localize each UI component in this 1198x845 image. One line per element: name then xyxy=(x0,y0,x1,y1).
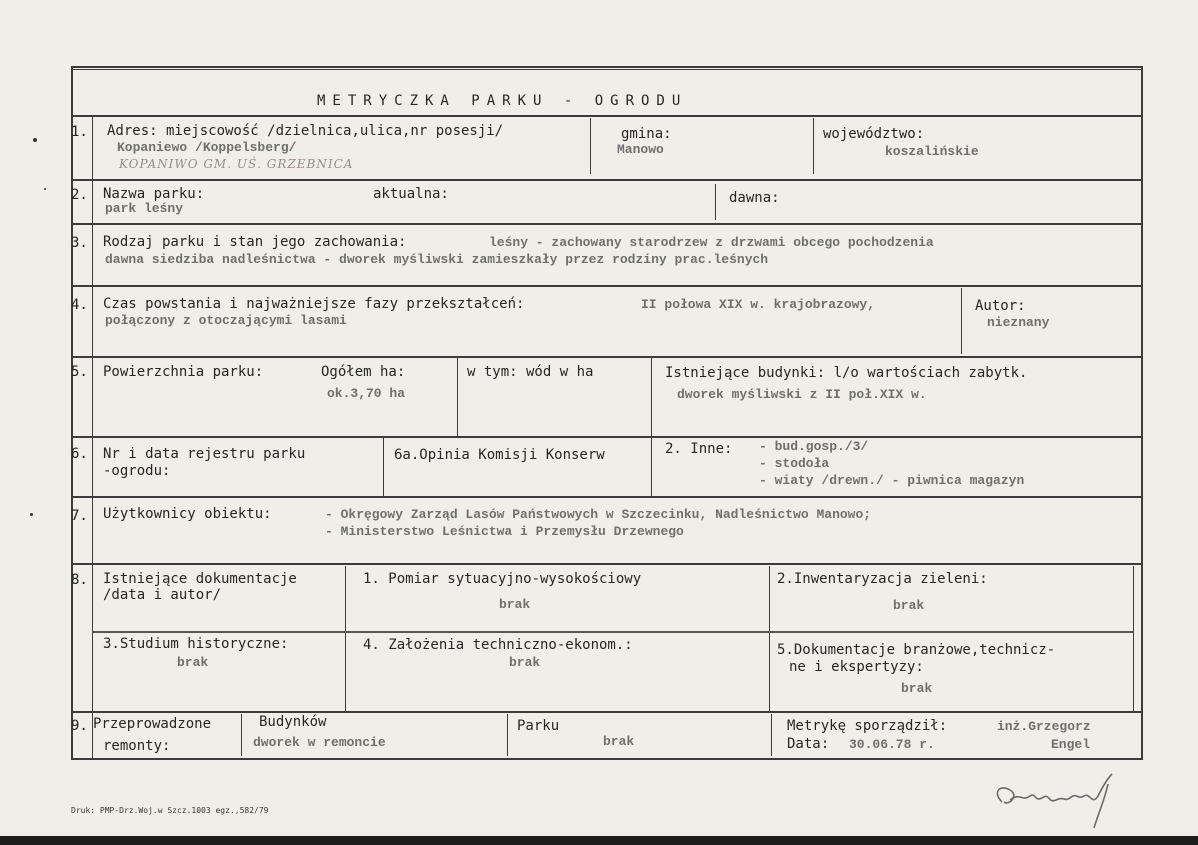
repairs-label: Przeprowadzone xyxy=(93,716,212,732)
number-column-line xyxy=(92,116,93,760)
row-separator xyxy=(71,223,1143,225)
prepared-by-label: Metrykę sporządził: xyxy=(787,718,948,734)
row-separator xyxy=(71,179,1143,181)
total-area-value: ok.3,70 ha xyxy=(327,386,406,401)
address-value: Kopaniewo /Koppelsberg/ xyxy=(117,140,297,155)
other-buildings-label: 2. Inne: xyxy=(665,441,733,457)
users-label: Użytkownicy obiektu: xyxy=(103,506,272,522)
frame-top-inner xyxy=(71,69,1143,70)
branch-docs-label-line2: ne i ekspertyzy: xyxy=(789,659,924,675)
park-repairs-value: brak xyxy=(603,734,635,749)
frame-left xyxy=(71,66,73,760)
former-name-label: dawna: xyxy=(729,190,780,206)
water-area-label: w tym: wód w ha xyxy=(467,364,594,380)
row-number: 8. xyxy=(71,572,88,588)
row-separator xyxy=(71,711,1143,713)
title-separator xyxy=(71,115,1143,117)
row-number: 6. xyxy=(71,446,88,462)
park-record-form xyxy=(71,66,1143,760)
history-value: II połowa XIX w. krajobrazowy, xyxy=(641,297,876,312)
history-label: Czas powstania i najważniejsze fazy przekształceń: xyxy=(103,296,525,312)
row-number: 3. xyxy=(71,235,88,251)
gmina-label: gmina: xyxy=(621,126,672,142)
row-separator xyxy=(71,436,1143,438)
paper-spot xyxy=(33,138,37,142)
row-number: 7. xyxy=(71,508,88,524)
history-value-line2: połączony z otoczającymi lasami xyxy=(105,313,347,328)
divider xyxy=(241,714,242,756)
users-value-line2: - Ministerstwo Leśnictwa i Przemysłu Drzewnego xyxy=(325,524,684,539)
users-value: - Okręgowy Zarząd Lasów Państwowych w Szczecinku, Nadleśnictwo Manowo; xyxy=(325,507,872,522)
print-note: Druk: PMP-Drz.Woj.w Szcz.1003 egz.,582/79 xyxy=(71,806,269,815)
form-title: METRYCZKA PARKU - OGRODU xyxy=(317,93,688,109)
address-handwritten-note: KOPANIWO GM. UŚ. GRZEBNICA xyxy=(119,157,354,171)
park-type-label: Rodzaj parku i stan jego zachowania: xyxy=(103,234,407,250)
divider xyxy=(715,184,716,220)
current-name-label: aktualna: xyxy=(373,186,449,202)
park-type-value-line2: dawna siedziba nadleśnictwa - dworek myśliwski zamieszkały przez rodziny prac.leśnych xyxy=(105,252,769,267)
divider xyxy=(961,288,962,354)
row-number: 4. xyxy=(71,297,88,313)
author-value: nieznany xyxy=(987,315,1050,330)
divider xyxy=(457,358,458,436)
divider xyxy=(507,714,508,756)
park-type-value: leśny - zachowany starodrzew z drzwami obcego pochodzenia xyxy=(489,235,934,250)
divider xyxy=(651,358,652,436)
divider xyxy=(651,438,652,496)
technical-economic-label: 4. Założenia techniczno-ekonom.: xyxy=(363,637,633,653)
existing-docs-label-line2: /data i autor/ xyxy=(103,587,222,603)
historical-study-label: 3.Studium historyczne: xyxy=(103,636,289,652)
survey-label: 1. Pomiar sytuacyjno-wysokościowy xyxy=(363,571,642,587)
greenery-inventory-value: brak xyxy=(893,598,925,613)
row-separator xyxy=(71,356,1143,358)
row-number: 1. xyxy=(71,124,88,140)
divider xyxy=(590,118,591,174)
row-separator xyxy=(71,563,1143,565)
register-label-line2: -ogrodu: xyxy=(103,463,171,479)
park-repairs-label: Parku xyxy=(517,718,560,734)
other-buildings-value-line3: - wiaty /drewn./ - piwnica magazyn xyxy=(759,473,1025,488)
existing-docs-label: Istniejące dokumentacje xyxy=(103,571,297,587)
divider xyxy=(769,566,770,712)
prepared-by-value: inż.Grzegorz xyxy=(997,719,1091,734)
address-label: Adres: miejscowość /dzielnica,ulica,nr posesji/ xyxy=(107,123,504,139)
conservation-opinion-label: 6a.Opinia Komisji Konserw xyxy=(394,447,605,463)
park-name-value: park leśny xyxy=(105,201,184,216)
branch-docs-label: 5.Dokumentacje branżowe,technicz- xyxy=(777,642,1056,658)
area-label: Powierzchnia parku: xyxy=(103,364,264,380)
row-inner-separator xyxy=(92,631,1134,633)
gmina-value: Manowo xyxy=(617,142,664,157)
building-repairs-value: dworek w remoncie xyxy=(253,735,386,750)
branch-docs-value: brak xyxy=(901,681,933,696)
repairs-label-line2: remonty: xyxy=(103,738,171,754)
divider xyxy=(383,438,384,496)
frame-bottom xyxy=(71,758,1143,760)
row-number: 2. xyxy=(71,187,88,203)
date-label: Data: xyxy=(787,736,830,752)
handwritten-signature xyxy=(990,762,1130,836)
voivodeship-label: województwo: xyxy=(823,126,925,142)
building-repairs-label: Budynków xyxy=(259,714,327,730)
divider xyxy=(813,118,814,174)
divider xyxy=(1133,566,1134,712)
row-separator xyxy=(71,285,1143,287)
row-separator xyxy=(71,496,1143,498)
greenery-inventory-label: 2.Inwentaryzacja zieleni: xyxy=(777,571,988,587)
register-label: Nr i data rejestru parku xyxy=(103,446,306,462)
row-number: 5. xyxy=(71,364,88,380)
divider xyxy=(771,714,772,756)
technical-economic-value: brak xyxy=(509,655,541,670)
frame-top xyxy=(71,66,1143,68)
scan-edge xyxy=(0,836,1198,845)
existing-buildings-value: dworek myśliwski z II poł.XIX w. xyxy=(677,387,927,402)
park-name-label: Nazwa parku: xyxy=(103,186,205,202)
total-area-label: Ogółem ha: xyxy=(321,364,406,380)
author-label: Autor: xyxy=(975,298,1026,314)
row-number: 9. xyxy=(71,718,88,734)
paper-spot xyxy=(30,513,33,516)
divider xyxy=(345,566,346,712)
prepared-by-value-line2: Engel xyxy=(1051,737,1091,752)
existing-buildings-label: Istniejące budynki: l/o wartościach zabytk. xyxy=(665,365,1028,381)
voivodeship-value: koszalińskie xyxy=(885,144,979,159)
historical-study-value: brak xyxy=(177,655,209,670)
date-value: 30.06.78 r. xyxy=(849,737,935,752)
survey-value: brak xyxy=(499,597,531,612)
other-buildings-value: - bud.gosp./3/ xyxy=(759,439,869,454)
paper-spot xyxy=(44,188,46,190)
other-buildings-value-line2: - stodoła xyxy=(759,456,830,471)
frame-right xyxy=(1141,66,1143,760)
